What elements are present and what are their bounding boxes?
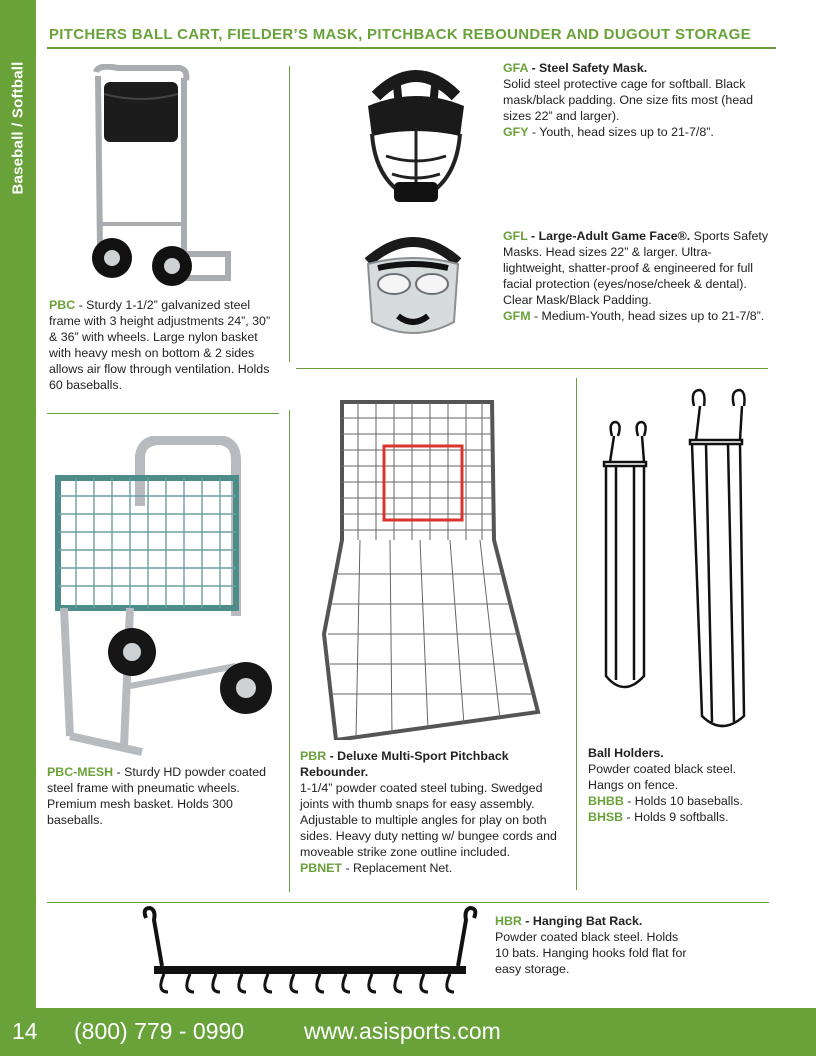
section-label: Baseball / Softball	[9, 61, 27, 195]
hbr-description	[495, 913, 695, 977]
divider-right-mid	[296, 368, 768, 369]
pbc-code: PBC	[49, 298, 76, 312]
section-sidebar	[0, 0, 36, 1008]
pbc-mesh-description	[47, 764, 279, 828]
gfa-code: GFA	[503, 61, 529, 75]
footer-website[interactable]: www.asisports.com	[304, 1018, 501, 1044]
gfm-code: GFM	[503, 309, 531, 323]
gfl-game-face-mask-image	[358, 232, 468, 344]
divider-bottom	[47, 902, 769, 903]
ball-holders-image	[594, 386, 760, 736]
pbr-text: 1-1/4” powder coated steel tubing. Swedged joints with thumb snaps for easy assembly. Adjustable to multiple angles for play on both sides. Heavy duty netting w/ bungee cords and moveable strike zone outline included.	[300, 781, 557, 859]
hbr-code: HBR	[495, 914, 522, 928]
ball-holders-name: Ball Holders.	[588, 746, 664, 760]
page-footer	[0, 1008, 816, 1056]
pbc-ball-cart-image	[88, 64, 238, 292]
page-number: 14	[12, 1018, 38, 1044]
page-title: PITCHERS BALL CART, FIELDER’S MASK, PITCHBACK REBOUNDER AND DUGOUT STORAGE	[49, 26, 751, 43]
gfl-code: GFL	[503, 229, 528, 243]
pbr-description	[300, 748, 570, 876]
gfl-description	[503, 228, 771, 324]
hbr-text: Powder coated black steel. Holds 10 bats. Hanging hooks fold flat for easy storage.	[495, 930, 687, 976]
ball-holders-description	[588, 745, 768, 825]
divider-mid-vertical	[289, 410, 290, 892]
pbc-description	[49, 297, 281, 393]
bhsb-text: - Holds 9 softballs.	[623, 810, 729, 824]
ball-holders-text: Powder coated black steel. Hangs on fence.	[588, 762, 737, 792]
pbr-code: PBR	[300, 749, 327, 763]
gfm-text: - Medium-Youth, head sizes up to 21-7/8”.	[530, 309, 765, 323]
pbnet-code: PBNET	[300, 861, 342, 875]
pbc-text: - Sturdy 1-1/2” galvanized steel frame with 3 height adjustments 24”, 30” & 36” with wheels. Large nylon basket with heavy mesh on bottom & 2 sides allows air flow through ventilation. Holds 60 baseballs.	[49, 298, 271, 392]
gfa-name: - Steel Safety Mask.	[528, 61, 648, 75]
bhsb-code: BHSB	[588, 810, 624, 824]
gfy-code: GFY	[503, 125, 529, 139]
pbc-mesh-cart-image	[50, 436, 280, 758]
footer-phone: (800) 779 - 0990	[74, 1018, 245, 1044]
gfl-name: - Large-Adult Game Face®.	[527, 229, 691, 243]
hbr-name: - Hanging Bat Rack.	[521, 914, 643, 928]
divider-left-top	[47, 413, 279, 414]
pbc-mesh-code: PBC-MESH	[47, 765, 114, 779]
pbnet-text: - Replacement Net.	[342, 861, 453, 875]
pbc-mesh-text: - Sturdy HD powder coated steel frame with pneumatic wheels. Premium mesh basket. Holds 300 baseballs.	[47, 765, 266, 827]
pbr-name: - Deluxe Multi-Sport Pitchback Rebounder.	[300, 749, 509, 779]
title-divider	[47, 47, 776, 49]
gfa-text: Solid steel protective cage for softball. Black mask/black padding. One size fits most (head sizes 22” and larger).	[503, 77, 753, 123]
divider-top-vertical	[289, 66, 290, 362]
bhbb-text: - Holds 10 baseballs.	[623, 794, 743, 808]
gfl-text: Sports Safety Masks. Head sizes 22” & larger. Ultra-lightweight, shatter-proof & engineered for full facial protection (eyes/nose/cheek & dental). Clear Mask/Black Padding.	[503, 229, 769, 307]
divider-right-vertical	[576, 378, 577, 890]
gfy-text: - Youth, head sizes up to 21-7/8”.	[528, 125, 714, 139]
gfa-description	[503, 60, 773, 140]
gfa-steel-mask-image	[356, 66, 476, 206]
bhbb-code: BHBB	[588, 794, 624, 808]
hbr-bat-rack-image	[140, 906, 480, 998]
pbr-rebounder-image	[320, 394, 542, 740]
